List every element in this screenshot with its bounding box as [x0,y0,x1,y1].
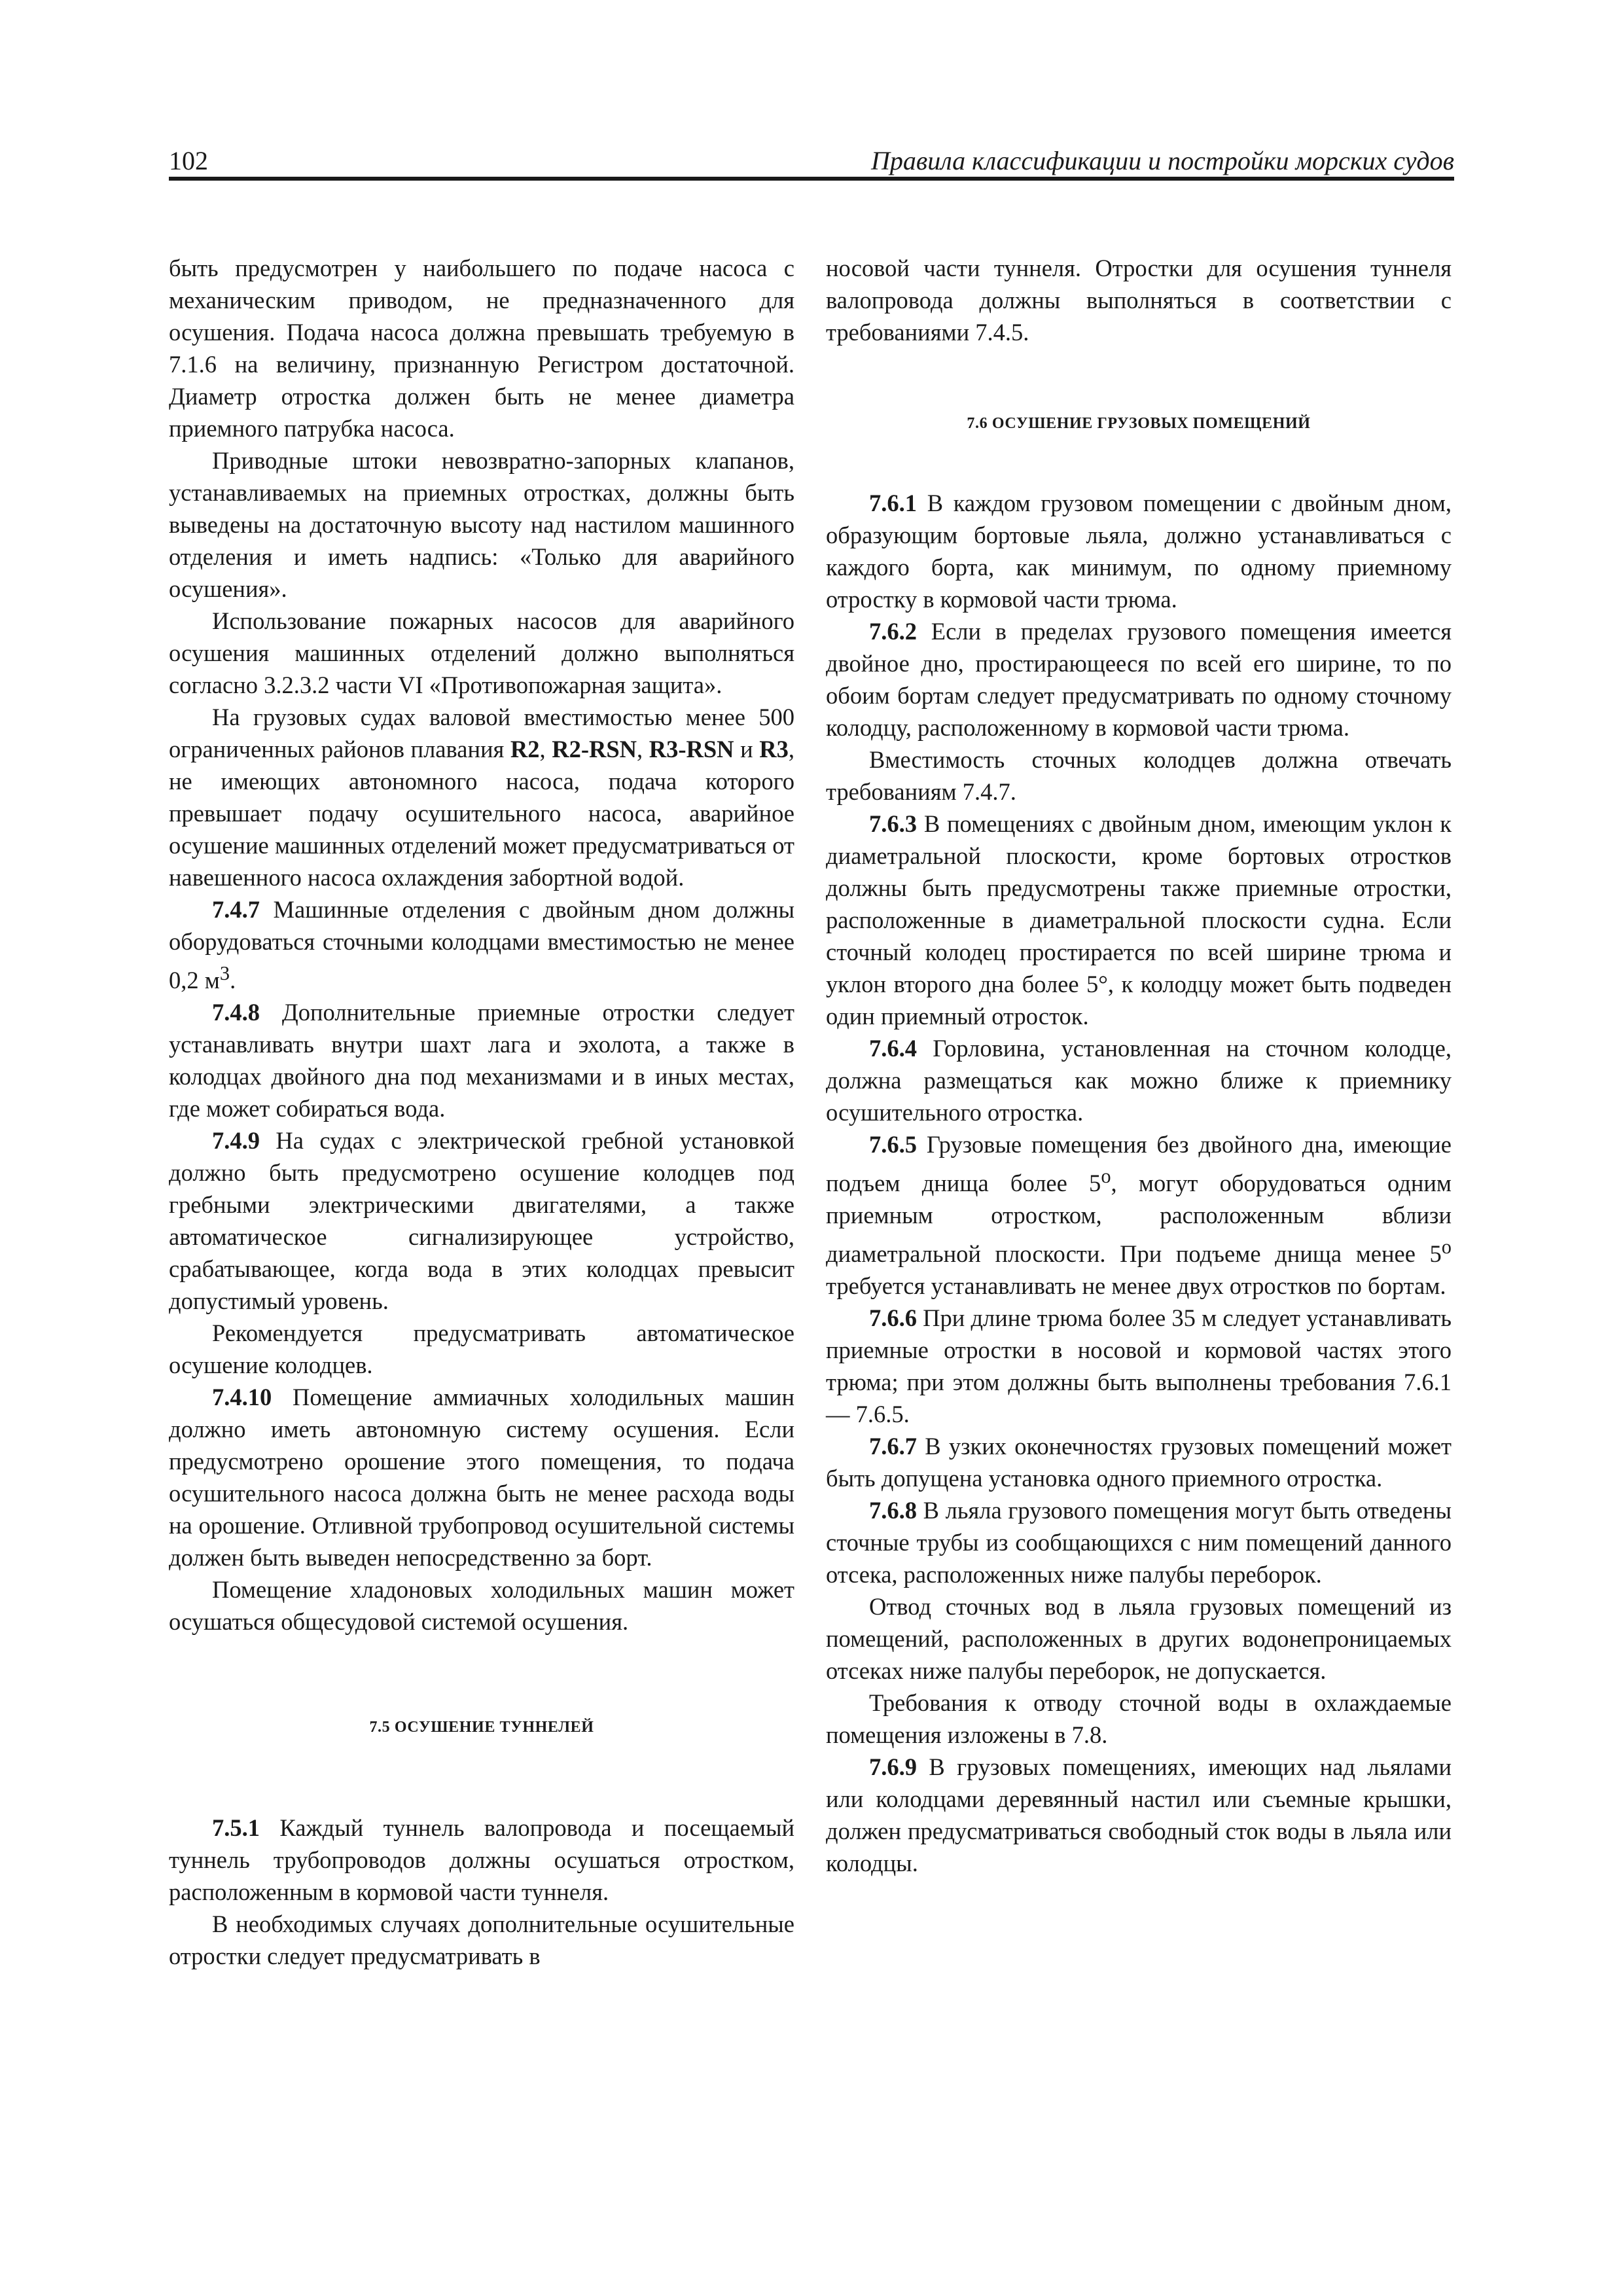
clause-number: 7.6.6 [869,1304,917,1332]
clause-7-6-2 [826,615,1452,744]
paragraph-continued: быть предусмотрен у наибольшего по подаче насоса с механическим приводом, не предназначенного для осушения. Подача насоса должна превышать требуемую в 7.1.6 на величину, признанную Регистром достаточной. Диаметр отростка должен быть не менее диаметра приемного патрубка насоса. [169,255,794,442]
paragraph-drain-prohibited: Отвод сточных вод в льяла грузовых помещений из помещений, расположенных в других водонепроницаемых отсеках ниже палубы переборок, не допускается. [826,1593,1452,1685]
clause-number: 7.6.9 [869,1753,917,1781]
clause-text: На судах с электрической гребной установкой должно быть предусмотрено осушение колодцев под гребными электрическими двигателями, а также автоматическое сигнализирующее устройство, срабатывающее, когда вода в этих колодцах превысит допустимый уровень. [169,1127,794,1315]
clause-7-4-8 [169,996,794,1124]
clause-number: 7.6.5 [869,1131,917,1158]
clause-7-6-5 [826,1128,1452,1302]
clause-number: 7.4.7 [212,896,260,923]
clause-text: Горловина, установленная на сточном колодце, должна размещаться как можно ближе к приемнику осушительного отростка. [826,1035,1452,1126]
clause-number: 7.4.9 [212,1127,260,1155]
superscript: о [1441,1236,1452,1259]
clause-7-6-9 [826,1751,1452,1879]
clause-7-6-3 [826,808,1452,1032]
clause-number: 7.6.2 [869,618,917,645]
clause-7-4-10 [169,1381,794,1573]
clause-text: Дополнительные приемные отростки следует устанавливать внутри шахт лага и эхолота, а также в колодцах двойного дна под механизмами и в иных местах, где может собираться вода. [169,999,794,1122]
paragraph-cargo-ships [169,701,794,893]
area-code-r3-rsn: R3-RSN [649,736,734,762]
area-code-r2: R2 [510,736,540,762]
clause-text: Машинные отделения с двойным дном должны оборудоваться сточными колодцами вместимостью не менее 0,2 м [169,896,794,994]
clause-7-6-6 [826,1302,1452,1430]
clause-text: В льяла грузового помещения могут быть отведены сточные трубы из сообщающихся с ним помещений данного отсека, расположенных ниже палубы переборок. [826,1497,1452,1588]
clause-text: , могут оборудоваться одним приемным отростком, расположенным вблизи диаметральной плоскости. При подъеме днища менее 5 [826,1170,1452,1268]
clause-7-6-4 [826,1032,1452,1128]
clause-number: 7.6.7 [869,1433,917,1460]
header-rule [169,177,1454,181]
clause-text: Грузовые помещения без двойного дна, имеющие подъем днища более 5 [826,1131,1452,1197]
clause-text: В узких оконечностях грузовых помещений может быть допущена установка одного приемного отростка. [826,1433,1452,1492]
clause-7-6-1 [826,487,1452,615]
clause-number: 7.6.1 [869,490,917,516]
clause-text: Помещение аммиачных холодильных машин должно иметь автономную систему осушения. Если предусмотрено орошение этого помещения, то подача осушительного насоса должна быть не менее расхода воды на орошение. Отливной трубопровод осушительной системы должен быть выведен непосредственно за борт. [169,1384,794,1571]
text-run: , [539,736,552,762]
text-run: На грузовых судах валовой вместимостью менее 500 ограниченных районов плавания [169,704,794,762]
clause-text: В грузовых помещениях, имеющих над льялами или колодцами деревянный настил или съемные крышки, должен предусматриваться свободный сток воды в льяла или колодцы. [826,1753,1452,1877]
superscript: о [1101,1165,1111,1187]
area-code-r3: R3 [759,736,789,762]
clause-text: требуется устанавливать не менее двух отростков по бортам. [826,1272,1446,1300]
paragraph-recommendation: Рекомендуется предусматривать автоматическое осушение колодцев. [169,1319,794,1379]
clause-text: В каждом грузовом помещении с двойным дном, образующим бортовые льяла, должно устанавливаться с каждого борта, как минимум, по одному приемному отростку в кормовой части трюма. [826,490,1452,613]
clause-text: При длине трюма более 35 м следует устанавливать приемные отростки в носовой и кормовой частях этого трюма; при этом должны быть выполнены требования 7.6.1 — 7.6.5. [826,1304,1452,1428]
clause-number: 7.6.8 [869,1497,917,1524]
clause-number: 7.4.10 [212,1384,272,1411]
page-number: 102 [169,146,208,175]
page-header [169,144,1454,181]
text-run: и [734,736,760,762]
text-run: , [637,736,649,762]
left-column [169,252,794,1972]
paragraph-freon-room: Помещение хладоновых холодильных машин может осушаться общесудовой системой осушения. [169,1576,794,1636]
clause-number: 7.6.4 [869,1035,917,1062]
clause-number: 7.4.8 [212,999,260,1026]
paragraph-valve-stems: Приводные штоки невозвратно-запорных клапанов, устанавливаемых на приемных отростках, должны быть выведены на достаточную высоту над настилом машинного отделения и иметь надпись: «Только для аварийного осушения». [169,447,794,602]
clause-text-end: . [230,967,236,994]
clause-7-6-7 [826,1430,1452,1494]
text-run: , не имеющих автономного насоса, подача которого превышает подачу осушительного насоса, аварийное осушение машинных отделений может предусматриваться от навешенного насоса охлаждения забортной водой. [169,736,794,891]
area-code-r2-rsn: R2-RSN [552,736,637,762]
clause-7-5-1 [169,1812,794,1908]
section-heading-7-6: 7.6 ОСУШЕНИЕ ГРУЗОВЫХ ПОМЕЩЕНИЙ [967,415,1311,432]
paragraph-refrigerated-drain: Требования к отводу сточной воды в охлаждаемые помещения изложены в 7.8. [826,1689,1452,1749]
right-column [826,252,1452,1879]
clause-number: 7.6.3 [869,810,917,837]
clause-7-6-8 [826,1494,1452,1590]
paragraph-extra-branches: В необходимых случаях дополнительные осушительные отростки следует предусматривать в [169,1910,794,1970]
clause-text: Каждый туннель валопровода и посещаемый туннель трубопроводов должны осушаться отростком, расположенным в кормовой части туннеля. [169,1814,794,1906]
clause-text: В помещениях с двойным дном, имеющим уклон к диаметральной плоскости, кроме бортовых отростков должны быть предусмотрены также приемные отростки, расположенные в диаметральной плоскости судна. Если сточный колодец простирается по всей ширине трюма и уклон второго дна более 5°, к колодцу может быть подведен один приемный отросток. [826,810,1452,1030]
section-heading-7-5: 7.5 ОСУШЕНИЕ ТУННЕЛЕЙ [369,1719,594,1736]
paragraph-continued: носовой части туннеля. Отростки для осушения туннеля валопровода должны выполняться в соответствии с требованиями 7.4.5. [826,255,1452,346]
paragraph-fire-pumps: Использование пожарных насосов для аварийного осушения машинных отделений должно выполняться согласно 3.2.3.2 части VI «Противопожарная защита». [169,607,794,698]
clause-number: 7.5.1 [212,1814,260,1842]
clause-7-4-9 [169,1124,794,1317]
superscript: 3 [219,962,230,984]
clause-7-4-7 [169,893,794,996]
paragraph-well-capacity: Вместимость сточных колодцев должна отвечать требованиям 7.4.7. [826,746,1452,805]
clause-text: Если в пределах грузового помещения имеется двойное дно, простирающееся по всей его ширине, то по обоим бортам следует предусматривать по одному сточному колодцу, расположенному в кормовой части трюма. [826,618,1452,741]
running-title: Правила классификации и постройки морских судов [870,146,1454,175]
